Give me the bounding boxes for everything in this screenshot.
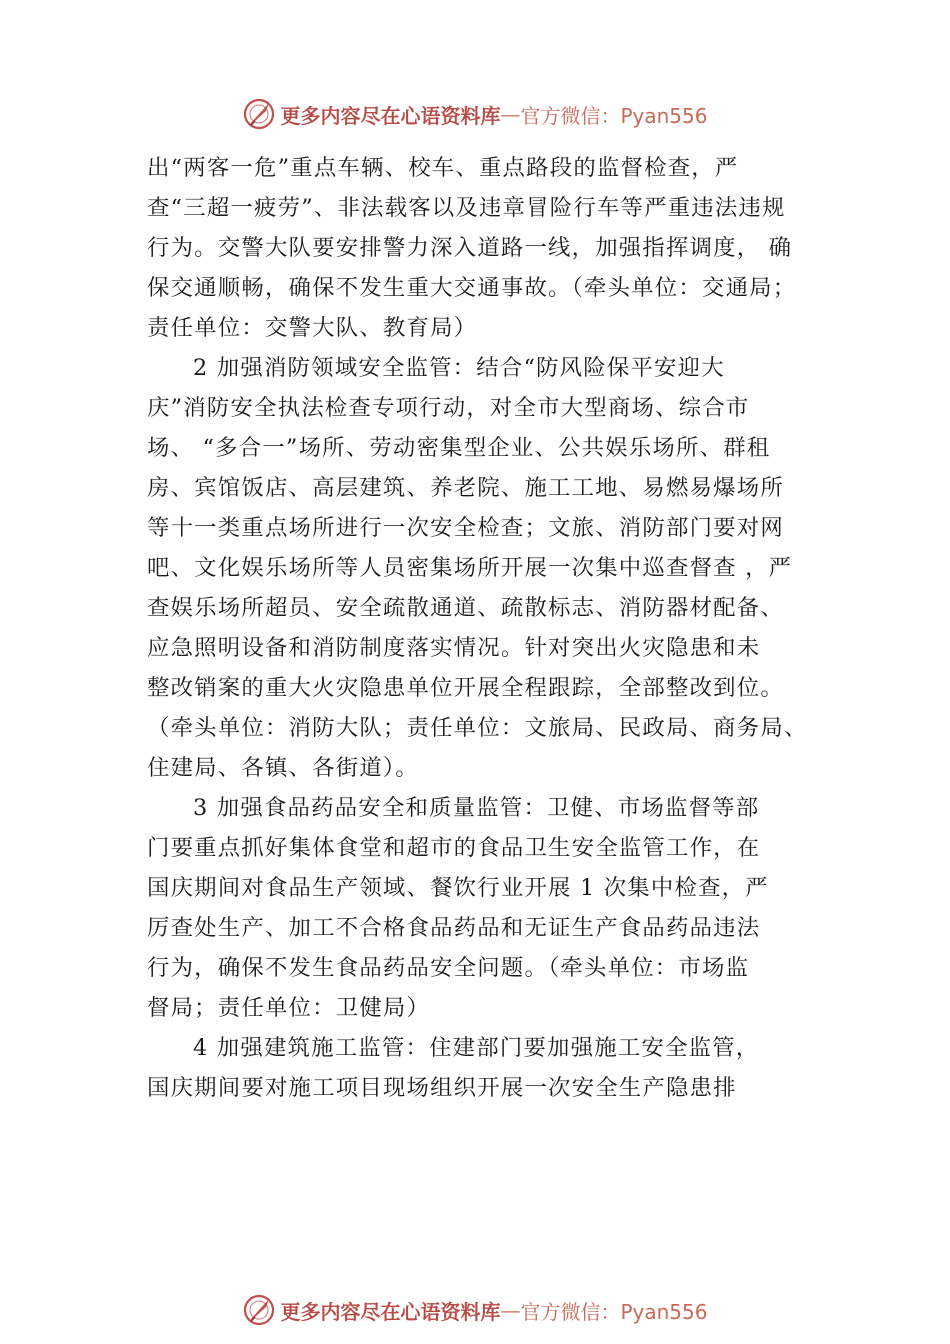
footer-site-text: 更多内容尽在心语资料库 — [280, 1299, 501, 1324]
body-line: 督局；责任单位：卫健局） — [147, 995, 431, 1021]
body-line: 国庆期间对食品生产领域、餐饮行业开展 1 次集中检查，严 — [147, 875, 769, 901]
header-site-text: 更多内容尽在心语资料库 — [280, 103, 501, 128]
body-line: 庆”消防安全执法检查专项行动，对全市大型商场、综合市 — [147, 395, 750, 421]
quill-logo-icon — [242, 97, 276, 131]
body-line: 房、宾馆饭店、高层建筑、养老院、施工工地、易燃易爆场所 — [147, 475, 784, 501]
body-line: 查“三超一疲劳”、非法载客以及违章冒险行车等严重违法违规 — [147, 195, 786, 221]
header-wechat-text: 官方微信：Pyan556 — [520, 103, 708, 128]
body-line: 行为，确保不发生食品药品安全问题。（牵头单位：市场监 — [147, 955, 750, 981]
body-line: 责任单位：交警大队、教育局） — [147, 315, 478, 341]
body-line: 吧、文化娱乐场所等人员密集场所开展一次集中巡查督查 ，严 — [147, 555, 793, 581]
body-line: 等十一类重点场所进行一次安全检查；文旅、消防部门要对网 — [147, 515, 784, 541]
body-line: （牵头单位：消防大队；责任单位：文旅局、民政局、商务局、 — [147, 715, 808, 741]
header-watermark-banner — [0, 94, 950, 134]
body-line: 查娱乐场所超员、安全疏散通道、疏散标志、消防器材配备、 — [147, 595, 784, 621]
body-line: 出“两客一危”重点车辆、校车、重点路段的监督检查，严 — [147, 155, 739, 181]
header-dash: — — [500, 102, 521, 126]
footer-dash: — — [500, 1298, 521, 1322]
quill-logo-icon — [242, 1293, 276, 1327]
body-line: 住建局、各镇、各街道）。 — [147, 755, 419, 781]
section-heading-2: 2 加强消防领域安全监管：结合“防风险保平安迎大 — [193, 355, 725, 381]
section-heading-4: 4 加强建筑施工监管：住建部门要加强施工安全监管， — [193, 1035, 760, 1061]
section-heading-3: 3 加强食品药品安全和质量监管：卫健、市场监督等部 — [193, 795, 760, 821]
body-line: 整改销案的重大火灾隐患单位开展全程跟踪，全部整改到位。 — [147, 675, 784, 701]
document-body — [147, 148, 837, 1108]
body-line: 场、 “多合一”场所、劳动密集型企业、公共娱乐场所、群租 — [147, 435, 771, 461]
body-line: 门要重点抓好集体食堂和超市的食品卫生安全监管工作，在 — [147, 835, 761, 861]
body-line: 应急照明设备和消防制度落实情况。针对突出火灾隐患和未 — [147, 635, 761, 661]
footer-wechat-text: 官方微信：Pyan556 — [520, 1299, 708, 1324]
body-line: 行为。交警大队要安排警力深入道路一线，加强指挥调度， 确 — [147, 235, 793, 261]
footer-watermark-banner — [0, 1290, 950, 1330]
body-line: 厉查处生产、加工不合格食品药品和无证生产食品药品违法 — [147, 915, 761, 941]
body-line: 保交通顺畅，确保不发生重大交通事故。（牵头单位：交通局； — [147, 275, 797, 301]
body-line: 国庆期间要对施工项目现场组织开展一次安全生产隐患排 — [147, 1075, 737, 1101]
